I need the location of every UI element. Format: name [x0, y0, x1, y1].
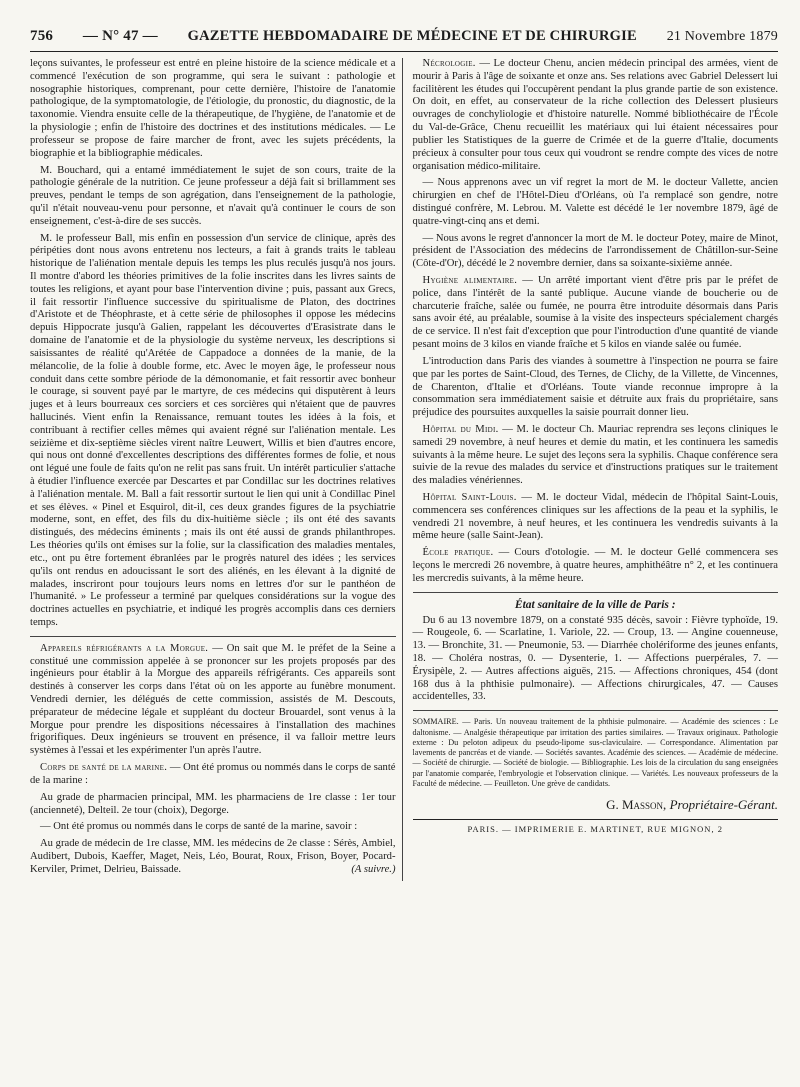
page-number: 756 — [30, 28, 54, 44]
article-heading: École pratique. — [422, 547, 494, 559]
paragraph — [30, 838, 396, 876]
divider — [30, 636, 396, 637]
printer-imprint: PARIS. — IMPRIMERIE E. MARTINET, RUE MIGNON, 2 — [413, 819, 779, 834]
divider — [413, 592, 779, 593]
etat-sanitaire-text: Du 6 au 13 novembre 1879, on a constaté 935 décès, savoir : Fièvre typhoïde, 19. — Rougeole, 6. — Scarlatine, 1. Variole, 22. — Croup, 13. — Angine couenneuse, 13. — Bronchite, 31. — Pneumonie, 53. — Diarrhée cholériforme des jeunes enfants, 18. — Choléra nostras, 0. — Dysenterie, 1. — Affections puerpérales, 7. — Érysipèle, 2. — Autres affections aiguës, 215. — Affections chroniques, 454 (dont 168 dus à la phthisie pulmonaire). — Affections chirurgicales, 47. — Causes accidentelles, 33. — [412, 614, 778, 703]
paragraph: — Nous apprenons avec un vif regret la mort de M. le docteur Vallette, ancien chirurgien en chef de l'Hôtel-Dieu d'Orléans, où l'a remplacé son gendre, notre distingué confrère, M. Lebrou. M. Valette est décédé le 1er novembre 1879, âgé de quatre-vingt-cinq ans et demi. — [412, 177, 778, 227]
page-header — [30, 28, 778, 52]
continued-note: (A suivre.) — [351, 863, 396, 875]
summary-text: SOMMAIRE. — Paris. Un nouveau traitement de la phthisie pulmonaire. — Académie des sciences : Le daltonisme. — Analgésie thérapeutique par irritation des parties similaires. — Travaux originaux. Pathologie externe : Du peloton adipeux du pseudo-lipome sus-claviculaire. — Correspondance. Alimentation par lavements de pancréas et de viande. — Sociétés savantes. Académie des sciences. — Académie de médecine. — Société de chirurgie. — Société de biologie. — Bibliographie. Les lois de la circulation du sang enseignées par l'anatomie comparée, l'embryologie et l'observation clinique. — Variétés. Les nouveaux professeurs de la Faculté de médecine. — Feuilleton. Une grève de candidats. — [412, 717, 778, 788]
article-text: — Ont été promus ou nommés dans le corps de santé de la marine : — [30, 762, 396, 786]
journal-title: GAZETTE HEBDOMADAIRE DE MÉDECINE ET DE CHIRURGIE — [187, 28, 637, 44]
article-text: — M. le docteur Vidal, médecin de l'hôpital Saint-Louis, commencera ses conférences cliniques sur les affections de la peau et la syphilis, le vendredi 21 novembre, à neuf heures, et les continuera les vendredis suivants à la même heure (salle Saint-Jean). — [412, 492, 778, 542]
paragraph: M. le professeur Ball, mis enfin en possession d'un service de clinique, après des péripéties dont nous avons entretenu nos lecteurs, a fait à grands traits le tableau historique de l'aliénation mentale depuis les temps les plus reculés jusqu'à nos jours. Il montre d'abord les théories primitives de la folie inscrites dans les livres saints de toutes les religions, et ayant pour base l'intervention divine ; puis, passant aux Grecs, il fait ressortir l'influence successive du spiritualisme de Platon, des doctrines d'Aristote et de Théophraste, et à cette série de philosophes il oppose les médecins depuis Hippocrate jusqu'à Galien, rappelant les découvertes d'Erasistrate dans le domaine de l'anatomie et de la physiologie du système nerveux, les descriptions si saisissantes de réalité qu'Arétée de Cappadoce a données de la manie, de la mélancolie, de la folie à double forme, etc. Avec le moyen âge, le professeur nous conduit dans cette sombre période de la démonomanie, et fait ressortir avec bonheur le courage, si souvent payé par le martyre, de ces médecins qui disputèrent à leurs juges et à leurs bourreaux ces sorciers et ces sorcières qui n'étaient que de pauvres hallucinés. Vient enfin la Renaissance, remuant toutes les idées à la fois, et contribuant à rectifier celles mêmes qui avaient régné sur l'aliénation mentale. Les seizième et dix-septième siècles virent naître Leuwert, Willis et bien d'autres encore, qui nous ont donné d'excellentes descriptions des différentes formes de folie, et nous ont légué une foule de faits qu'on ne relit pas sans fruit. Un intérêt particulier s'attache à étudier l'influence exercée par Descartes et par Condillac sur les doctrines relatives à l'aliénation mentale. M. Ball a fait ressortir surtout le lien qui unit à Condillac Pinel et ses élèves. « Pinel et Esquirol, dit-il, ces deux grandes figures de la psychiatrie moderne, sont, en effet, des fils du dix-huitième siècle ; ils ont été des savants distingués, des médecins éminents ; mais ils ont été aussi de grands philanthropes. Les théories qu'ils ont émises sur la folie, sur la classification des maladies mentales, etc., ont pu être fortement ébranlées par le progrès naturel des idées ; les services qu'ils ont rendus en adoucissant le sort des aliénés, en les élevant à la dignité de malades, inscriront pour toujours leurs noms en lettres d'or sur le panthéon de l'humanité. » Le professeur a terminé par quelques considérations sur la vogue des doctrines actuelles en psychiatrie, et indiqué les progrès accomplis dans ces derniers temps. — [30, 232, 396, 628]
article-text: — Cours d'otologie. — M. le docteur Gellé commencera ses leçons le mercredi 26 novembre, à quatre heures, amphithéâtre n° 2, et les continuera les mercredis suivants, à la même heure. — [412, 547, 778, 584]
etat-sanitaire-title: État sanitaire de la ville de Paris : — [514, 598, 676, 611]
article-text: — On sait que M. le préfet de la Seine a constitué une commission appelée à se prononcer sur les projets proposés par des ingénieurs pour établir à la Morgue des appareils réfrigérants. Ces appareils sont destinés à conserver les corps dans l'état où on les apporte au funèbre monument. Vendredi dernier, les délégués de cette commission, assistés de M. Descouts, préparateur de médecine légale et suppléant du docteur Brouardel, sont venus à la Morgue pour prendre les dispositions nécessaires à l'installation des machines frigorifiques. Deux ingénieurs se trouvent en présence, il va falloir mettre leurs systèmes à l'essai et les expérimenter l'un après l'autre. — [30, 642, 396, 757]
left-column — [30, 58, 403, 881]
article-saint-louis — [413, 492, 779, 543]
issue-date: 21 Novembre 1879 — [666, 29, 778, 44]
paragraph: M. Bouchard, qui a entamé immédiatement le sujet de son cours, traite de la pathologie générale de la nutrition. Ce jeune professeur a déjà fait si brillamment ses preuves, pendant le temps de son agrégation, dans l'enseignement de la pathologie, qu'il n'était nouveau-venu pour personne, et n'avait qu'à continuer le cours de son enseignement, c'est-à-dire de ses succès. — [30, 164, 396, 227]
article-heading: Hôpital Saint-Louis. — [422, 492, 517, 503]
divider — [413, 710, 779, 711]
article-heading: Appareils réfrigérants a la Morgue. — [40, 642, 209, 654]
paragraph: Au grade de pharmacien principal, MM. les pharmaciens de 1re classe : 1er tour (ancienneté), Delteil. 2e tour (choix), Degorge. — [30, 791, 396, 816]
article-text: — Un arrêté important vient d'être pris par le préfet de police, dans l'intérêt de la santé publique. Aucune viande de boucherie ou de charcuterie fraîche, salée ou fumée, ne pourra être introduite désormais dans Paris sans avoir été, au préalable, soumise à la visite des inspecteurs spécialement chargés de ce service. Il n'est fait d'exception que pour l'introduction d'une quantité de viande pesant moins de 3 kilos en viande fraîche et 5 kilos en viande salée ou fumée. — [412, 275, 778, 351]
article-marine — [30, 762, 396, 788]
paragraph: L'introduction dans Paris des viandes à soumettre à l'inspection ne pourra se faire que par les portes de Saint-Cloud, des Ternes, de Clichy, de la Villette, de Vincennes, de Charenton, d'Italie et d'Orléans. Toute viande reconnue impropre à la consommation sera immédiatement saisie et détruite aux frais du propriétaire, sans préjudice des poursuites auxquelles la saisie pourrait donner lieu. — [412, 355, 778, 419]
right-column — [413, 58, 779, 881]
publisher-role: Propriétaire-Gérant. — [669, 797, 778, 813]
article-refrigerants — [30, 643, 396, 758]
article-text: — Le docteur Chenu, ancien médecin principal des armées, vient de mourir à Paris à l'âge de soixante et onze ans. Ses relations avec Gabriel Delessert lui facilitèrent les études qui l'occupèrent pendant la plus grande partie de son existence. On doit, en effet, au conservateur de la riche collection des Delessert plusieurs ouvrages de conchyliologie et d'histoire naturelle. Nommé bibliothécaire de l'École du Val-de-Grâce, Chenu recueillit les matériaux qui lui étaient nécessaires pour publier les Statistiques de la guerre de Crimée et de la guerre d'Italie, documents précieux à consulter pour tous ceux qui voudront se rendre compte des vices de notre organisation médico-militaire. — [412, 58, 778, 172]
paragraph: — Nous avons le regret d'annoncer la mort de M. le docteur Potey, maire de Minot, président de l'Association des médecins de l'arrondissement de Châtillon-sur-Seine (Côte-d'Or), décédé le 2 novembre dernier, dans sa soixante-sixième année. — [412, 232, 778, 270]
article-text: — M. le docteur Ch. Mauriac reprendra ses leçons cliniques le samedi 29 novembre, à neuf heures et demie du matin, et les continuera les samedis suivants à la même heure. Le sujet des leçons sera la syphilis. Chaque conférence sera suivie de la revue des malades du service et d'instructions pratiques sur le traitement des maladies vénériennes. — [412, 423, 779, 487]
paragraph-text: Au grade de médecin de 1re classe, MM. les médecins de 2e classe : Sérès, Ambiel, Audibert, Dubois, Kaeffer, Maget, Neis, Léo, Bourat, Roux, Frison, Boyer, Pocard-Kerviler, Primet, Delrieu, Baissade. — [30, 838, 396, 875]
article-necrologie — [413, 58, 779, 173]
signature — [413, 797, 779, 813]
article-heading: Corps de santé de la marine. — [40, 762, 168, 774]
publisher-name: G. Masson, — [606, 797, 667, 813]
paragraph: — Ont été promus ou nommés dans le corps de santé de la marine, savoir : — [40, 821, 358, 833]
issue-number: — N° 47 — — [82, 28, 158, 44]
article-ecole — [413, 547, 779, 585]
article-hygiene — [413, 275, 779, 352]
article-heading: Hygiène alimentaire. — [422, 275, 518, 286]
article-heading: Hôpital du Midi. — [422, 423, 499, 435]
article-heading: Nécrologie. — [422, 58, 476, 69]
paragraph: leçons suivantes, le professeur est entré en pleine histoire de la science médicale et a commencé l'exécution de son programme, qui sera le suivant : pathologie et nosographie historiques, comprenant, pour cette dernière, l'histoire de l'anatomie pathologique, de la symptomatologie, de l'étiologie, du pronostic, du diagnostic, de la taxonomie. Viendra ensuite celle de la thérapeutique, de l'hygiène, de l'anatomie et de la physiologie ; enfin de l'histoire des doctrines et des institutions médicales. — Le professeur se propose de faire marcher de front, avec les sujets précédents, la biographie et la bibliographie médicales. — [30, 58, 396, 159]
summary-box — [413, 717, 779, 789]
article-midi — [413, 424, 779, 488]
